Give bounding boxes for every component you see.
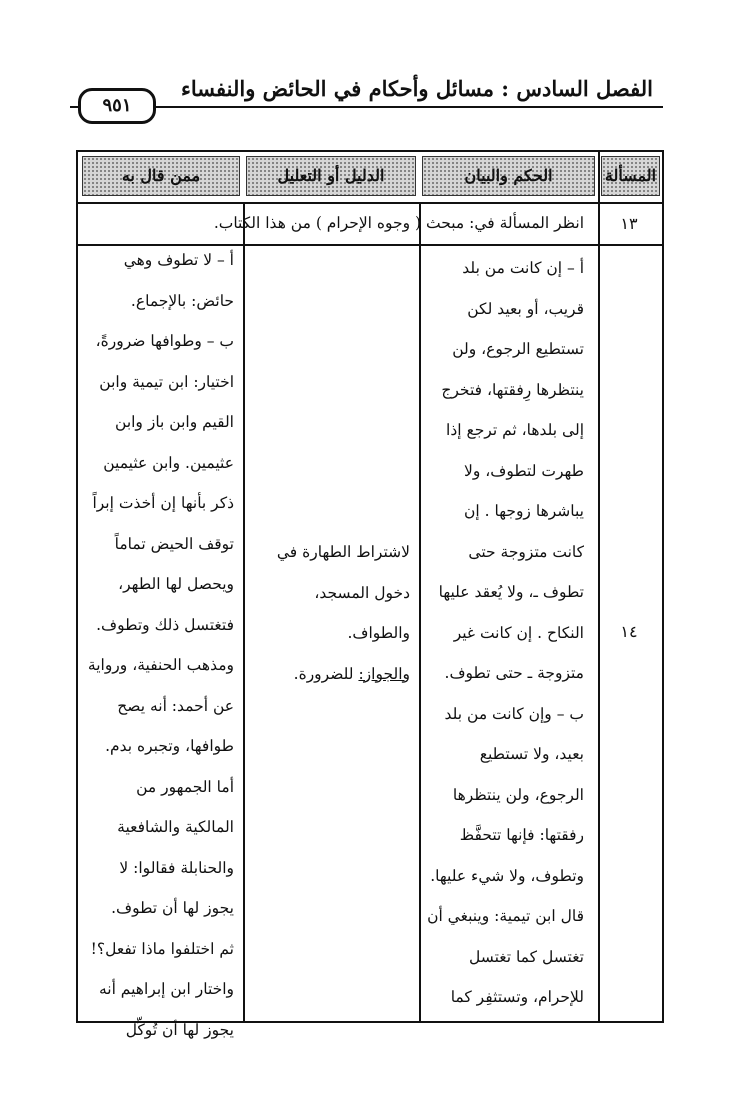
said-by-line: المالكية والشافعية	[117, 818, 234, 836]
ruling-line: تطوف ـ، ولا يُعقد عليها	[438, 583, 584, 601]
ruling-line: بعيد، ولا تستطيع	[479, 745, 584, 763]
column-divider	[598, 152, 600, 1021]
column-header-issue: المسألة	[601, 156, 660, 196]
column-header-ruling: الحكم والبيان	[422, 156, 595, 196]
column-header-said-by: ممن قال به	[82, 156, 240, 196]
said-by-line: اختيار: ابن تيمية وابن	[99, 372, 234, 391]
said-by-line: حائض: بالإجماع.	[130, 291, 234, 310]
said-by-line: القيم وابن باز وابن	[115, 413, 234, 431]
ruling-line: تغتسل كما تغتسل	[469, 947, 584, 966]
said-by-line: يجوز لها أن تُوكِّل	[125, 1020, 234, 1039]
page-number: ٩٥١	[78, 88, 156, 124]
said-by-line: طوافها، وتجبره بدم.	[105, 737, 234, 755]
ruling-line: الرجوع، ولن ينتظرها	[452, 785, 584, 804]
said-by-line: ويحصل لها الطهر،	[118, 575, 234, 593]
said-by-line: فتغتسل ذلك وتطوف.	[96, 615, 234, 634]
ruling-line: قال ابن تيمية: وينبغي أن	[427, 907, 584, 925]
said-by-line: واختار ابن إبراهيم أنه	[98, 980, 234, 998]
ruling-line: ب – وإن كانت من بلد	[444, 704, 584, 723]
said-by-line: أما الجمهور من	[136, 777, 234, 796]
ruling-line: أ – إن كانت من بلد	[462, 259, 584, 277]
said-by-column-text	[82, 240, 234, 1050]
ruling-line: كانت متزوجة حتى	[468, 542, 584, 561]
merged-cell-text: انظر المسألة في: مبحث ( وجوه الإحرام ) من هذا الكتاب.	[213, 214, 584, 232]
evidence-line-tail: للضرورة.	[293, 664, 354, 683]
evidence-line: والطواف.	[347, 624, 410, 642]
ruling-line: متزوجة ـ حتى تطوف.	[444, 664, 584, 682]
ruling-line: ينتظرها رِفقتها، فتخرج	[441, 380, 584, 399]
rulings-table	[76, 150, 664, 1039]
said-by-line: أ – لا تطوف وهي	[123, 251, 234, 269]
ruling-line: للإحرام، وتستثفِر كما	[450, 988, 584, 1006]
said-by-line: يجوز لها أن تطوف.	[111, 899, 234, 917]
issue-number: ١٣	[620, 214, 638, 233]
ruling-line: وتطوف، ولا شيء عليها.	[430, 866, 584, 885]
said-by-line: والحنابلة فقالوا: لا	[119, 858, 234, 877]
ruling-line: تستطيع الرجوع، ولن	[452, 340, 584, 358]
ruling-line: النكاح . إن كانت غير	[453, 623, 584, 642]
issue-number: ١٤	[620, 622, 638, 641]
ruling-line: رفقتها: فإنها تتحفَّظ	[459, 826, 584, 844]
header-rule	[70, 106, 663, 108]
said-by-line: توقف الحيض تماماً	[114, 534, 234, 553]
said-by-line: ذكر بأنها إن أخذت إبراً	[92, 494, 234, 512]
evidence-line: دخول المسجد،	[314, 583, 410, 602]
ruling-line: إلى بلدها، ثم ترجع إذا	[446, 421, 584, 439]
evidence-line	[245, 654, 410, 695]
row-divider	[78, 202, 662, 204]
ruling-column-text	[414, 248, 584, 1018]
evidence-underlined-term: والجواز:	[358, 664, 410, 683]
ruling-line: قريب، أو بعيد لكن	[467, 299, 584, 318]
evidence-line: لاشتراط الطهارة في	[276, 543, 410, 561]
column-header-evidence: الدليل أو التعليل	[246, 156, 416, 196]
said-by-line: عثيمين. وابن عثيمين	[103, 453, 234, 472]
ruling-line: يباشرها زوجها . إن	[464, 502, 584, 520]
page-header	[70, 62, 663, 122]
said-by-line: عن أحمد: أنه يصح	[117, 696, 234, 715]
chapter-title: الفصل السادس : مسائل وأحكام في الحائض والنفساء	[181, 76, 653, 101]
said-by-line: ب – وطوافها ضرورةً،	[95, 332, 234, 350]
said-by-line: ومذهب الحنفية، ورواية	[87, 656, 234, 674]
ruling-line: طهرت لتطوف، ولا	[464, 461, 584, 480]
said-by-line: ثم اختلفوا ماذا تفعل؟!	[90, 939, 234, 958]
evidence-column-text	[245, 532, 410, 694]
